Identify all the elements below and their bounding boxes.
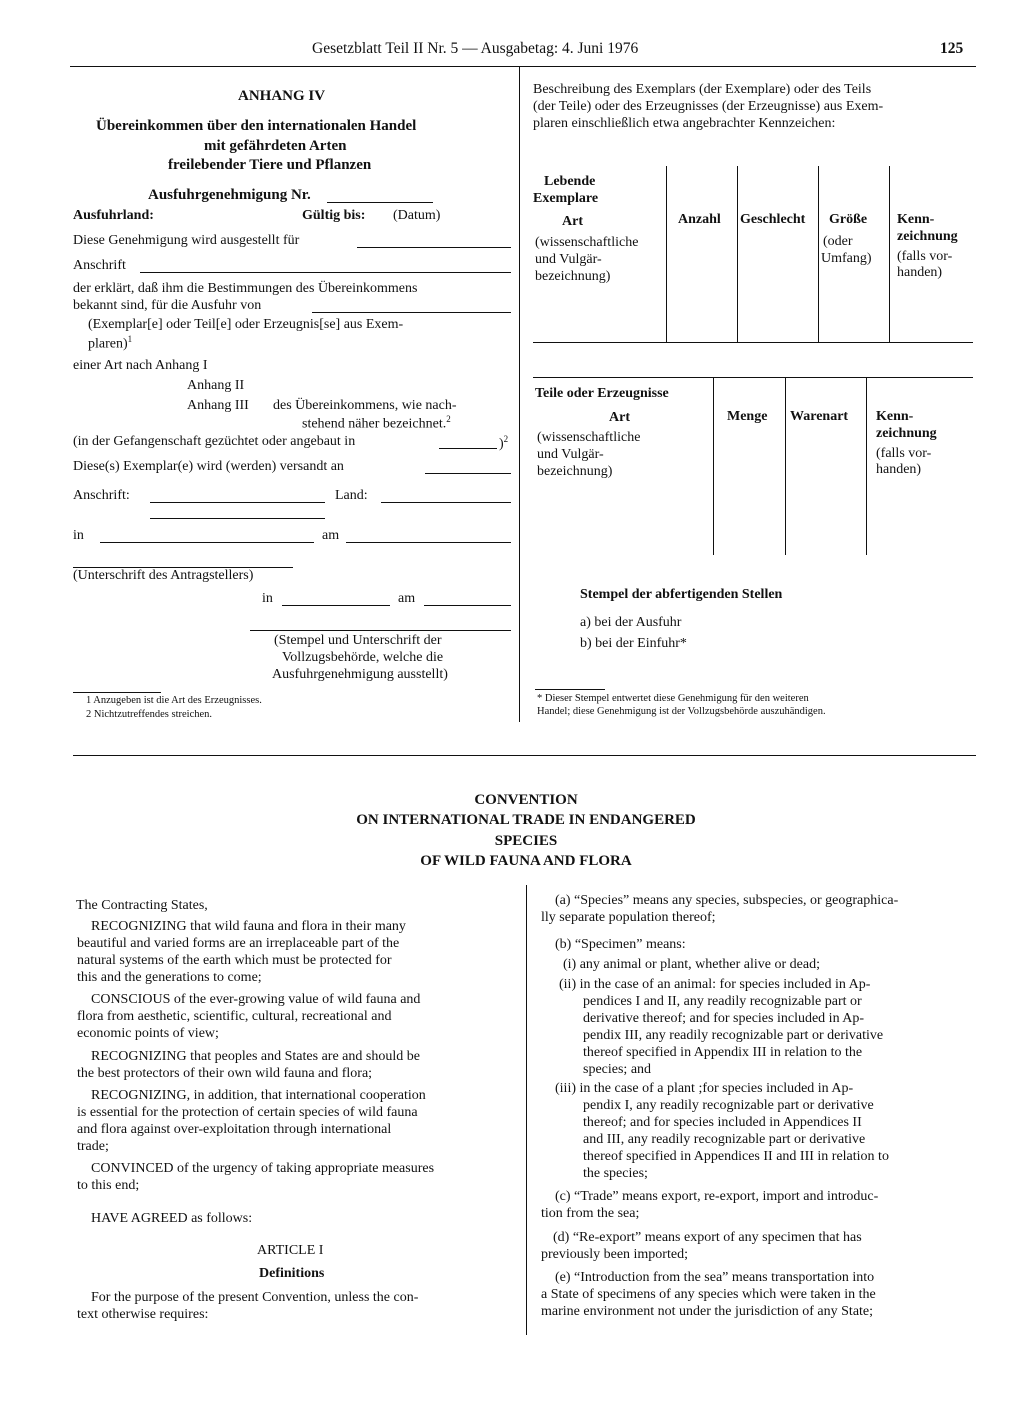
def-a-l1: (a) “Species” means any species, subspecies, or geographica-	[555, 893, 899, 908]
annex-title-line-2: mit gefährdeten Arten	[204, 138, 347, 154]
def-b-iii-l6: the species;	[583, 1166, 648, 1181]
column-divider-top	[519, 66, 520, 722]
recipient-address-field[interactable]	[150, 502, 325, 503]
t2-col1-vulgar: und Vulgär-	[537, 447, 604, 462]
footnote-2	[86, 709, 212, 720]
footnote-1-text: Anzugeben ist die Art des Erzeugnisses.	[93, 695, 262, 706]
valid-until-label: Gültig bis:	[302, 208, 366, 223]
date-label: am	[322, 528, 340, 543]
t1-col-size-or: (oder	[823, 234, 853, 249]
convention-title-4: OF WILD FAUNA AND FLORA	[420, 853, 632, 869]
def-e-l3: marine environment not under the jurisdiction of any State;	[541, 1304, 874, 1319]
def-d-l1: (d) “Re-export” means export of any specimen that has	[553, 1230, 862, 1245]
preamble-recognizing-3-l2: is essential for the protection of certain species of wild fauna	[77, 1105, 418, 1120]
place-label: in	[73, 528, 84, 543]
specimen-hint-text: plaren)	[88, 336, 128, 352]
def-b-ii-l3: derivative thereof; and for species included in Ap-	[583, 1011, 865, 1026]
definitions-heading: Definitions	[259, 1266, 325, 1281]
t2-col1-species: Art	[609, 410, 630, 425]
t2-divider-1	[713, 377, 714, 555]
preamble-recognizing-3-l3: and flora against over-exploitation through international	[77, 1122, 392, 1137]
convention-title-2: ON INTERNATIONAL TRADE IN ENDANGERED	[356, 812, 696, 828]
def-c-l1: (c) “Trade” means export, re-export, import and introduc-	[555, 1189, 879, 1204]
address-label: Anschrift	[73, 258, 126, 273]
preamble-convinced-l2: to this end;	[77, 1178, 140, 1193]
preamble-recognizing-3-l4: trade;	[77, 1139, 109, 1154]
column-divider-bottom	[526, 885, 527, 1335]
country-field[interactable]	[381, 502, 511, 503]
preamble-conscious-l3: economic points of view;	[77, 1026, 219, 1041]
t1-col1-species: Art	[562, 214, 583, 229]
footnote-1	[86, 695, 262, 706]
authority-place-label: in	[262, 591, 273, 606]
captivity-field[interactable]	[439, 448, 497, 449]
stamp-import: b) bei der Einfuhr*	[580, 636, 687, 651]
t2-divider-3	[866, 377, 867, 555]
t1-bottom-rule	[533, 342, 973, 343]
def-b-iii-l2: pendix I, any readily recognizable part or derivative	[583, 1098, 874, 1113]
description-intro-line-2: (der Teile) oder des Erzeugnisses (der Erzeugnisse) aus Exem-	[533, 99, 884, 114]
t1-col1-name: bezeichnung)	[535, 269, 611, 284]
t1-col-quantity: Anzahl	[678, 212, 721, 227]
convention-title-3: SPECIES	[494, 833, 558, 849]
def-b-ii-l6: species; and	[583, 1062, 652, 1077]
t2-col-marking-1: Kenn-	[876, 409, 914, 424]
article-1-intro-l2: text otherwise requires:	[77, 1307, 209, 1322]
def-e-l1: (e) “Introduction from the sea” means transportation into	[555, 1270, 875, 1285]
t2-col-marking-4: handen)	[876, 462, 922, 477]
def-b-iii-l4: and III, any readily recognizable part or derivative	[583, 1132, 866, 1147]
preamble-contracting-states: The Contracting States,	[76, 898, 208, 913]
stamp-heading: Stempel der abfertigenden Stellen	[580, 587, 783, 602]
t2-col-amount: Menge	[727, 409, 768, 424]
authority-place-field[interactable]	[282, 605, 390, 606]
preamble-recognizing-2-l1: RECOGNIZING that peoples and States are and should be	[91, 1049, 420, 1064]
t1-col-size: Größe	[829, 212, 868, 227]
annex-3-option: Anhang III	[187, 398, 249, 413]
shipped-to-label: Diese(s) Exemplar(e) wird (werden) versandt an	[73, 459, 344, 474]
place-field[interactable]	[100, 542, 314, 543]
permit-number-label: Ausfuhrgenehmigung Nr.	[148, 187, 311, 203]
preamble-conscious-l1: CONSCIOUS of the ever-growing value of wild fauna and	[91, 992, 421, 1007]
footnote-ref-2b: 2	[503, 434, 509, 444]
t2-col-marking-2: zeichnung	[876, 426, 937, 441]
specimen-hint-line-2	[88, 334, 132, 353]
address-field[interactable]	[140, 272, 511, 273]
description-intro-line-1: Beschreibung des Exemplars (der Exemplare) oder des Teils	[533, 82, 872, 97]
t2-col-goods-type: Warenart	[790, 409, 849, 424]
annex-3-rest-line-2	[302, 414, 451, 433]
t1-divider-4	[889, 166, 890, 342]
export-country-label: Ausfuhrland:	[73, 208, 154, 223]
t1-col-marking-3: (falls vor-	[897, 249, 953, 264]
def-b: (b) “Specimen” means:	[555, 937, 686, 952]
t2-top-rule	[533, 377, 973, 378]
t1-col1-scientific: (wissenschaftliche	[535, 235, 639, 250]
t2-col-marking-3: (falls vor-	[876, 446, 932, 461]
t1-col-size-extent: Umfang)	[821, 251, 872, 266]
t1-col-marking-2: zeichnung	[897, 229, 958, 244]
footnote-ref-2: 2	[446, 414, 451, 424]
authority-stamp-line-1: (Stempel und Unterschrift der	[274, 633, 442, 648]
authority-signature-field[interactable]	[250, 630, 511, 631]
authority-stamp-line-3: Ausfuhrgenehmigung ausstellt)	[272, 667, 448, 682]
def-b-ii-l4: pendix III, any readily recognizable part or derivative	[583, 1028, 884, 1043]
shipped-to-field[interactable]	[425, 473, 511, 474]
article-1-heading: ARTICLE I	[257, 1243, 324, 1258]
t2-col1-parts: Teile oder Erzeugnisse	[535, 386, 669, 401]
footnote-2-num: 2	[86, 709, 92, 720]
declaration-line-1: der erklärt, daß ihm die Bestimmungen des Übereinkommens	[73, 281, 418, 296]
specimen-hint-line-1: (Exemplar[e] oder Teil[e] oder Erzeugnis[se] aus Exem-	[88, 317, 404, 332]
def-a-l2: lly separate population thereof;	[541, 910, 716, 925]
def-d-l2: previously been imported;	[541, 1247, 688, 1262]
t1-col1-live: Lebende	[544, 174, 596, 189]
def-b-iii-l3: thereof; and for species included in Appendices II	[583, 1115, 862, 1130]
running-header: Gesetzblatt Teil II Nr. 5 — Ausgabetag: 4. Juni 1976	[312, 40, 639, 57]
annex-title-line-3: freilebender Tiere und Pflanzen	[168, 157, 372, 173]
annex-heading: ANHANG IV	[238, 88, 326, 104]
preamble-recognizing-1-l4: this and the generations to come;	[77, 970, 262, 985]
address-colon-label: Anschrift:	[73, 488, 130, 503]
t1-col1-specimens: Exemplare	[533, 191, 599, 206]
recipient-address-field-2[interactable]	[150, 518, 325, 519]
annex-title-line-1: Übereinkommen über den internationalen Handel	[96, 118, 417, 134]
description-intro-line-3: plaren einschließlich etwa angebrachter Kennzeichen:	[533, 116, 836, 131]
authority-date-field[interactable]	[424, 605, 511, 606]
preamble-recognizing-2-l2: the best protectors of their own wild fauna and flora;	[77, 1066, 373, 1081]
footnote-2-text: Nichtzutreffendes streichen.	[93, 709, 213, 720]
t1-divider-2	[737, 166, 738, 342]
annex-2-option: Anhang II	[187, 378, 245, 393]
have-agreed: HAVE AGREED as follows:	[91, 1211, 253, 1226]
preamble-recognizing-1-l3: natural systems of the earth which must be protected for	[77, 953, 392, 968]
def-b-ii-l1: (ii) in the case of an animal: for species included in Ap-	[559, 977, 871, 992]
issued-for-field[interactable]	[357, 247, 511, 248]
preamble-conscious-l2: flora from aesthetic, scientific, cultural, recreational and	[77, 1009, 392, 1024]
authority-date-label: am	[398, 591, 416, 606]
footnote-rule	[73, 692, 161, 693]
stamp-export: a) bei der Ausfuhr	[580, 615, 682, 630]
preamble-convinced-l1: CONVINCED of the urgency of taking appropriate measures	[91, 1161, 435, 1176]
country-label: Land:	[335, 488, 368, 503]
captivity-end-paren: )	[499, 436, 504, 452]
applicant-signature-label: (Unterschrift des Antragstellers)	[73, 568, 254, 583]
footnote-ref-1: 1	[127, 334, 133, 344]
t1-col1-vulgar: und Vulgär-	[535, 252, 602, 267]
preamble-recognizing-3-l1: RECOGNIZING, in addition, that international cooperation	[91, 1088, 426, 1103]
t1-divider-3	[818, 166, 819, 342]
star-footnote-line-1: * Dieser Stempel entwertet diese Genehmigung für den weiteren	[537, 693, 809, 704]
def-b-ii-l5: thereof specified in Appendix III in relation to the	[583, 1045, 863, 1060]
annex-3-rest-line-1: des Übereinkommens, wie nach-	[273, 398, 457, 413]
article-1-intro-l1: For the purpose of the present Convention, unless the con-	[91, 1290, 419, 1305]
date-hint: (Datum)	[393, 208, 441, 223]
t1-col-sex: Geschlecht	[740, 212, 806, 227]
permit-number-field[interactable]	[327, 202, 433, 203]
issued-for-label: Diese Genehmigung wird ausgestellt für	[73, 233, 300, 248]
def-b-iii-l5: thereof specified in Appendices II and III in relation to	[583, 1149, 889, 1164]
t1-col-marking-1: Kenn-	[897, 212, 935, 227]
convention-title-1: CONVENTION	[474, 792, 578, 808]
def-b-ii-l2: pendices I and II, any readily recognizable part or	[583, 994, 862, 1009]
t2-divider-2	[785, 377, 786, 555]
footnote-1-num: 1	[86, 695, 92, 706]
preamble-recognizing-1-l2: beautiful and varied forms are an irreplaceable part of the	[77, 936, 400, 951]
annex-3-rest-text: stehend näher bezeichnet.	[302, 416, 447, 432]
authority-stamp-line-2: Vollzugsbehörde, welche die	[282, 650, 444, 665]
species-by-annex-1: einer Art nach Anhang I	[73, 358, 208, 373]
date-field[interactable]	[346, 542, 511, 543]
def-b-iii-l1: (iii) in the case of a plant ;for species included in Ap-	[555, 1081, 854, 1096]
t1-col-marking-4: handen)	[897, 265, 943, 280]
page-number: 125	[940, 40, 964, 57]
def-b-i: (i) any animal or plant, whether alive or dead;	[563, 957, 820, 972]
star-footnote-line-2: Handel; diese Genehmigung ist der Vollzugsbehörde auszuhändigen.	[537, 706, 826, 717]
captivity-label: (in der Gefangenschaft gezüchtet oder angebaut in	[73, 434, 356, 449]
header-rule	[70, 66, 976, 67]
preamble-recognizing-1-l1: RECOGNIZING that wild fauna and flora in their many	[91, 919, 406, 934]
section-rule	[73, 755, 976, 756]
t2-col1-scientific: (wissenschaftliche	[537, 430, 641, 445]
t2-col1-name: bezeichnung)	[537, 464, 613, 479]
declaration-line-2: bekannt sind, für die Ausfuhr von	[73, 298, 262, 313]
export-of-field[interactable]	[312, 312, 511, 313]
captivity-end	[499, 434, 508, 453]
t1-divider-1	[666, 166, 667, 342]
star-footnote-rule	[535, 689, 605, 690]
def-e-l2: a State of specimens of any species which were taken in the	[541, 1287, 876, 1302]
def-c-l2: tion from the sea;	[541, 1206, 640, 1221]
